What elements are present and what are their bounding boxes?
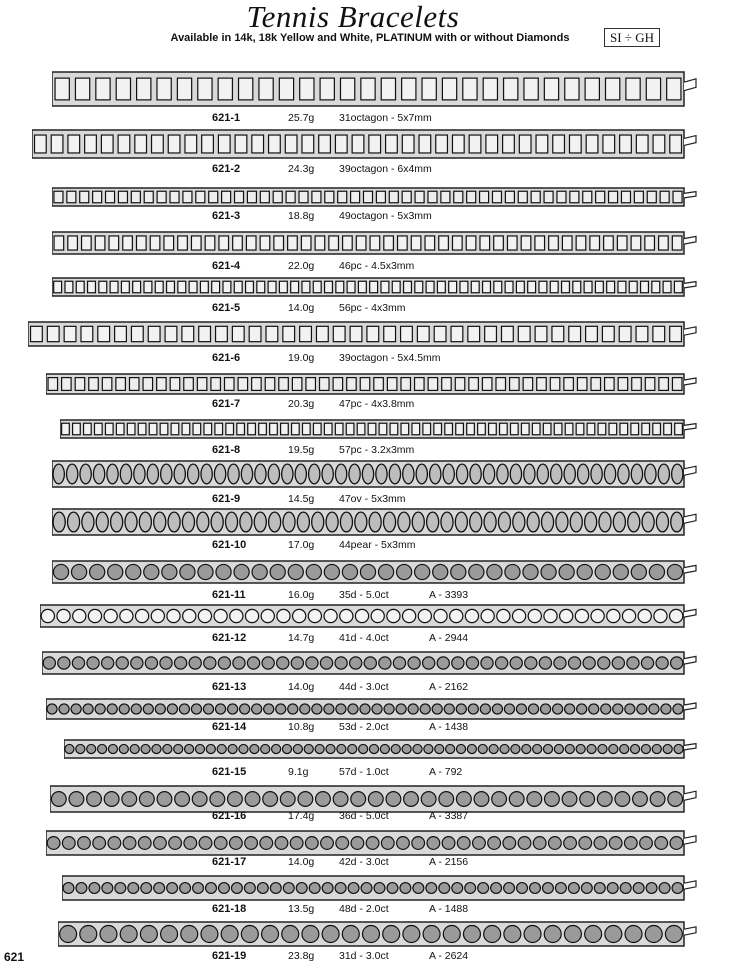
item-code: 621-5 bbox=[212, 302, 241, 314]
item-weight: 16.0g bbox=[288, 589, 315, 601]
bracelet-image bbox=[52, 458, 698, 490]
item-weight: 24.3g bbox=[288, 163, 315, 175]
bracelet-image bbox=[32, 127, 698, 161]
bracelet-image bbox=[40, 602, 698, 630]
item-description: 44pear - 5x3mm bbox=[339, 539, 416, 551]
bracelet-image bbox=[46, 828, 698, 858]
item-code: 621-12 bbox=[212, 632, 247, 644]
item-reference: A - 792 bbox=[429, 766, 463, 778]
item-description: 39octagon - 5x4.5mm bbox=[339, 352, 441, 364]
item-weight: 10.8g bbox=[288, 721, 315, 733]
item-reference: A - 2156 bbox=[429, 856, 469, 868]
item-weight: 20.3g bbox=[288, 398, 315, 410]
item-weight: 9.1g bbox=[288, 766, 309, 778]
item-weight: 19.5g bbox=[288, 444, 315, 456]
item-code: 621-17 bbox=[212, 856, 247, 868]
item-code: 621-19 bbox=[212, 950, 247, 962]
item-code: 621-6 bbox=[212, 352, 241, 364]
bracelet-image bbox=[42, 649, 698, 677]
item-description: 47pc - 4x3.8mm bbox=[339, 398, 415, 410]
item-weight: 25.7g bbox=[288, 112, 315, 124]
item-description: 42d - 3.0ct bbox=[339, 856, 389, 868]
page-subtitle: Available in 14k, 18k Yellow and White, PLATINUM with or without Diamonds bbox=[170, 32, 570, 44]
item-weight: 22.0g bbox=[288, 260, 315, 272]
item-code: 621-7 bbox=[212, 398, 241, 410]
item-reference: A - 3393 bbox=[429, 589, 469, 601]
item-weight: 14.0g bbox=[288, 681, 315, 693]
item-code: 621-14 bbox=[212, 721, 247, 733]
item-description: 49octagon - 5x3mm bbox=[339, 210, 432, 222]
item-code: 621-11 bbox=[212, 589, 246, 601]
item-code: 621-8 bbox=[212, 444, 241, 456]
bracelet-image bbox=[28, 319, 698, 349]
bracelet-image bbox=[60, 417, 698, 441]
item-code: 621-16 bbox=[212, 810, 247, 822]
item-code: 621-18 bbox=[212, 903, 247, 915]
bracelet-image bbox=[52, 185, 698, 209]
item-code: 621-1 bbox=[212, 112, 241, 124]
item-reference: A - 1438 bbox=[429, 721, 469, 733]
item-description: 46pc - 4.5x3mm bbox=[339, 260, 415, 272]
item-description: 48d - 2.0ct bbox=[339, 903, 389, 915]
item-weight: 17.0g bbox=[288, 539, 315, 551]
item-description: 47ov - 5x3mm bbox=[339, 493, 406, 505]
item-code: 621-4 bbox=[212, 260, 241, 272]
bracelet-image bbox=[62, 873, 698, 903]
item-weight: 13.5g bbox=[288, 903, 315, 915]
item-description: 31d - 3.0ct bbox=[339, 950, 389, 962]
bracelet-image bbox=[52, 558, 698, 586]
bracelet-image bbox=[46, 371, 698, 397]
item-code: 621-13 bbox=[212, 681, 247, 693]
item-code: 621-2 bbox=[212, 163, 241, 175]
item-description: 31octagon - 5x7mm bbox=[339, 112, 432, 124]
item-reference: A - 2162 bbox=[429, 681, 469, 693]
item-description: 36d - 5.0ct bbox=[339, 810, 389, 822]
item-code: 621-15 bbox=[212, 766, 247, 778]
item-weight: 23.8g bbox=[288, 950, 315, 962]
item-weight: 18.8g bbox=[288, 210, 315, 222]
bracelet-image bbox=[52, 275, 698, 299]
bracelet-image bbox=[58, 919, 698, 949]
item-weight: 14.0g bbox=[288, 856, 315, 868]
item-weight: 14.5g bbox=[288, 493, 315, 505]
item-description: 57pc - 3.2x3mm bbox=[339, 444, 415, 456]
grade-box: SI ÷ GH bbox=[604, 28, 660, 47]
item-reference: A - 2944 bbox=[429, 632, 469, 644]
page-number: 621 bbox=[4, 950, 25, 964]
item-weight: 14.7g bbox=[288, 632, 315, 644]
page-title: Tennis Bracelets bbox=[246, 0, 460, 34]
bracelet-image bbox=[52, 229, 698, 257]
item-weight: 14.0g bbox=[288, 302, 315, 314]
item-description: 56pc - 4x3mm bbox=[339, 302, 406, 314]
item-description: 44d - 3.0ct bbox=[339, 681, 389, 693]
item-reference: A - 1488 bbox=[429, 903, 469, 915]
item-description: 39octagon - 6x4mm bbox=[339, 163, 432, 175]
item-description: 35d - 5.0ct bbox=[339, 589, 389, 601]
item-reference: A - 2624 bbox=[429, 950, 469, 962]
item-description: 53d - 2.0ct bbox=[339, 721, 389, 733]
bracelet-image bbox=[64, 737, 698, 761]
item-code: 621-9 bbox=[212, 493, 241, 505]
item-code: 621-3 bbox=[212, 210, 241, 222]
bracelet-image bbox=[52, 69, 698, 109]
bracelet-image bbox=[46, 696, 698, 722]
item-reference: A - 3387 bbox=[429, 810, 469, 822]
item-weight: 19.0g bbox=[288, 352, 315, 364]
item-code: 621-10 bbox=[212, 539, 247, 551]
item-description: 57d - 1.0ct bbox=[339, 766, 389, 778]
bracelet-image bbox=[52, 506, 698, 538]
item-weight: 17.4g bbox=[288, 810, 315, 822]
item-description: 41d - 4.0ct bbox=[339, 632, 389, 644]
